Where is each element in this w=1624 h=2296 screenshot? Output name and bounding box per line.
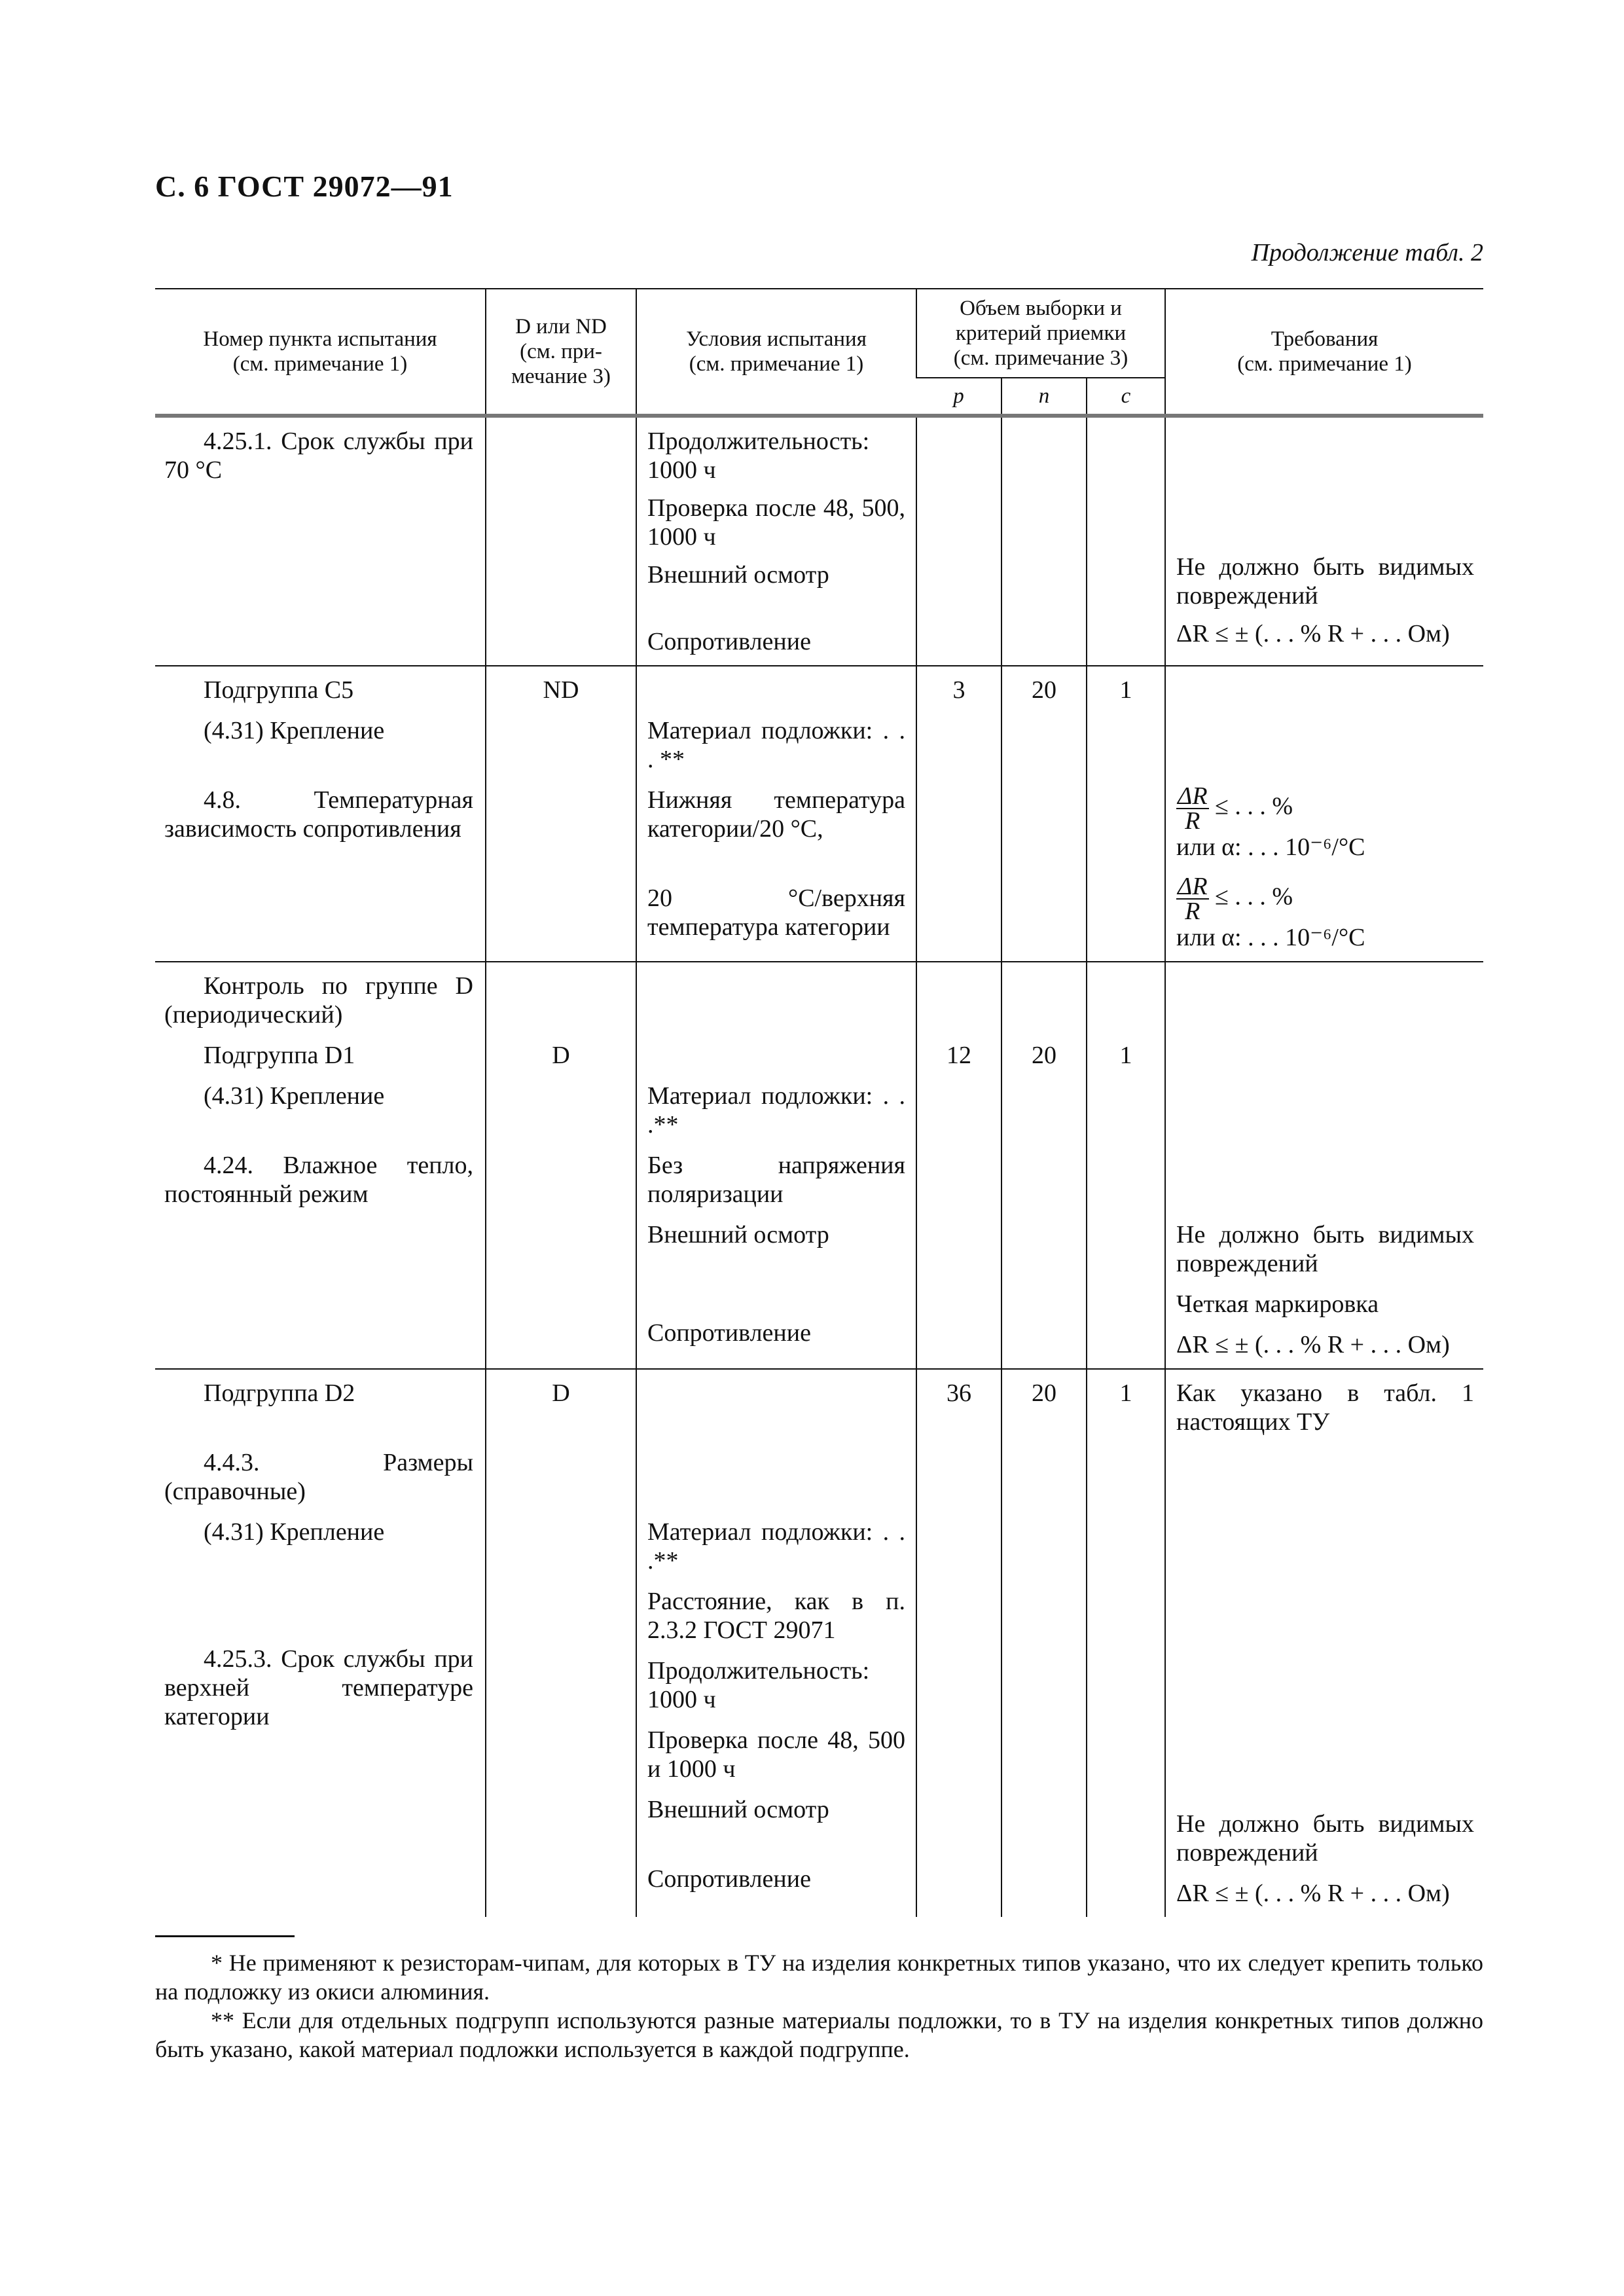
header-p: p	[916, 378, 1001, 416]
cell-test-clause: Подгруппа D2 4.4.3. Размеры (справочные) (4.31) Крепление 4.25.3. Срок службы при верхней температуре категории	[155, 1369, 486, 1917]
cell-requirements: Как указано в табл. 1 настоящих ТУ Не должно быть видимых повреждений ΔR ≤ ± (. . . % R + . . . Ом)	[1165, 1369, 1483, 1917]
cell-p: 36	[916, 1369, 1001, 1917]
delta-r-fraction: $\frac{\Delta R}{R}$	[1178, 873, 1208, 925]
footnote-divider	[155, 1935, 295, 1937]
header-conditions: Условия испытания (см. примечание 1)	[636, 289, 916, 416]
cell-test-clause: Контроль по группе D (периодический) Подгруппа D1 (4.31) Крепление 4.24. Влажное тепло, постоянный режим	[155, 962, 486, 1369]
cell-d-nd: ND	[486, 666, 636, 962]
ratio-requirement-upper: $\frac{\Delta R}{R}$ ≤ . . . %	[1178, 873, 1293, 925]
header-requirements: Требования (см. примечание 1)	[1165, 289, 1483, 416]
cell-d-nd: D	[486, 1369, 636, 1917]
cell-c: 1	[1087, 962, 1165, 1369]
footnote-2: ** Если для отдельных подгрупп используются разные материалы подложки, то в ТУ на изделия конкретных типов должно быть указано, какой материал подложки используется в каждой подгруппе.	[155, 2007, 1483, 2062]
header-c: c	[1087, 378, 1165, 416]
cell-conditions: Материал подложки: . . .** Расстояние, как в п. 2.3.2 ГОСТ 29071 Продолжительность: 1000 ч Проверка после 48, 500 и 1000 ч Внешний осмотр Сопротивление	[636, 1369, 916, 1917]
ratio-requirement-lower: $\frac{\Delta R}{R}$ ≤ . . . %	[1178, 782, 1293, 835]
cell-requirements: Не должно быть видимых повреждений Четкая маркировка ΔR ≤ ± (. . . % R + . . . Ом)	[1165, 962, 1483, 1369]
cell-test-clause: 4.25.1. Срок службы при 70 °С	[164, 428, 473, 484]
header-n: n	[1001, 378, 1087, 416]
cell-p	[916, 416, 1001, 666]
cell-test-clause: Подгруппа С5 (4.31) Крепление 4.8. Температурная зависимость сопротивления	[155, 666, 486, 962]
cell-requirements: Не должно быть видимых повреждений ΔR ≤ ± (. . . % R + . . . Ом)	[1165, 416, 1483, 666]
cell-requirements: $\frac{\Delta R}{R}$ ≤ . . . % или α: . . . 10⁻⁶/°С $\frac{\Delta R}{R}$ ≤ . . . % или α: . . . 10⁻⁶/°С	[1165, 666, 1483, 962]
table-row	[155, 1369, 1483, 1917]
cell-conditions: Материал подложки: . . . ** Нижняя температура категории/20 °С, 20 °С/верхняя температура категории	[636, 666, 916, 962]
cell-n: 20	[1001, 666, 1087, 962]
cell-d-nd: D	[486, 962, 636, 1369]
header-sample-size: Объем выборки и критерий приемки (см. примечание 3)	[916, 289, 1165, 378]
cell-n	[1001, 416, 1087, 666]
cell-n: 20	[1001, 962, 1087, 1369]
table-2-continuation	[155, 288, 1483, 1917]
cell-conditions: Продолжительность: 1000 ч Проверка после 48, 500, 1000 ч Внешний осмотр Сопротивление	[636, 416, 916, 666]
table-row	[155, 962, 1483, 1369]
table-row	[155, 666, 1483, 962]
page-header: С. 6 ГОСТ 29072—91	[155, 170, 454, 203]
cell-conditions: Материал подложки: . . .** Без напряжения поляризации Внешний осмотр Сопротивление	[636, 962, 916, 1369]
cell-c: 1	[1087, 666, 1165, 962]
delta-r-fraction: $\frac{\Delta R}{R}$	[1178, 782, 1208, 835]
table-continuation-label: Продолжение табл. 2	[1251, 239, 1483, 266]
header-test-clause: Номер пункта испытания (см. примечание 1)	[155, 289, 486, 416]
cell-c: 1	[1087, 1369, 1165, 1917]
cell-p: 12	[916, 962, 1001, 1369]
test-table	[155, 288, 1483, 1917]
cell-c	[1087, 416, 1165, 666]
footnote-1: * Не применяют к резисторам-чипам, для которых в ТУ на изделия конкретных типов указано, что их следует крепить только на подложку из окиси алюминия.	[155, 1950, 1483, 2005]
footnotes	[155, 1948, 1483, 2064]
cell-n: 20	[1001, 1369, 1087, 1917]
table-row	[155, 416, 1483, 666]
header-d-nd: D или ND (см. при- мечание 3)	[486, 289, 636, 416]
cell-p: 3	[916, 666, 1001, 962]
cell-d-nd	[486, 416, 636, 666]
